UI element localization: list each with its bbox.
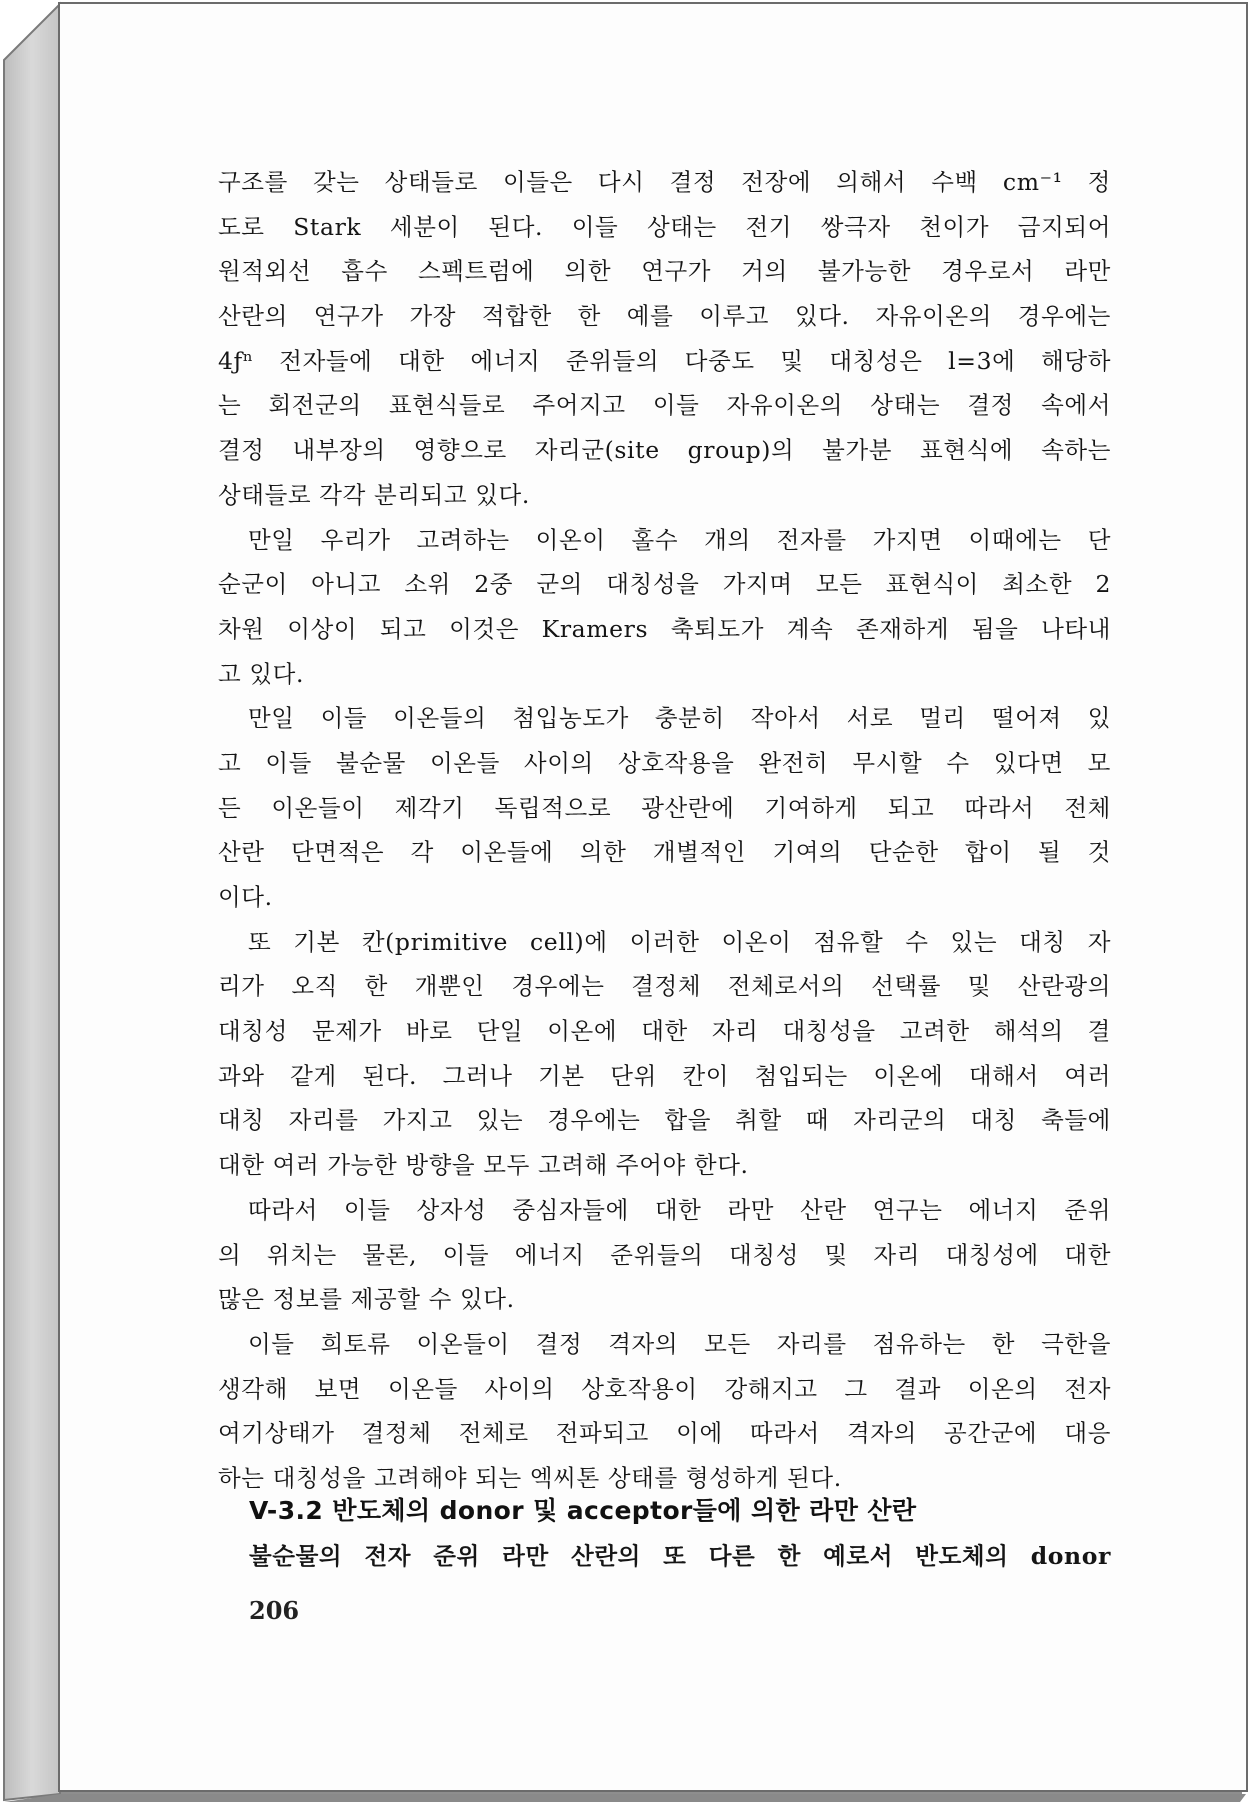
text-line: 또 기본 칸(primitive cell)에 이러한 이온이 점유할 수 있는 대칭 자 [248,927,1112,956]
text-line: 는 회전군의 표현식들로 주어지고 이들 자유이온의 상태는 결정 속에서 [218,391,1111,420]
text-line: 따라서 이들 상자성 중심자들에 대한 라만 산란 연구는 에너지 준위 [248,1195,1111,1224]
paragraph-6 [218,1322,1111,1501]
text-line: 차원 이상이 되고 이것은 Kramers 축퇴도가 계속 존재하게 됨을 나타내 [218,614,1111,643]
text-line: 이다. [218,883,273,911]
text-line: 의 위치는 물론, 이들 에너지 준위들의 대칭성 및 자리 대칭성에 대한 [218,1240,1111,1269]
section-first-line: 불순물의 전자 준위 라만 산란의 또 다른 한 예로서 반도체의 donor [249,1542,1111,1570]
text-line: 대칭성 문제가 바로 단일 이온에 대한 자리 대칭성을 고려한 해석의 결 [218,1017,1111,1046]
text-line: 결정 내부장의 영향으로 자리군(site group)의 불가분 표현식에 속하는 [218,436,1111,465]
text-line: 대한 여러 가능한 방향을 모두 고려해 주어야 한다. [218,1151,749,1180]
text-line: 과와 같게 된다. 그러나 기본 단위 칸이 첨입되는 이온에 대해서 여러 [218,1061,1111,1090]
text-line: 구조를 갖는 상태들로 이들은 다시 결정 전장에 의해서 수백 cm⁻¹ 정 [218,168,1111,196]
text-line: 고 있다. [218,659,305,688]
text-line: 대칭 자리를 가지고 있는 경우에는 합을 취할 때 자리군의 대칭 축들에 [218,1106,1111,1135]
paragraph-1 [218,160,1111,518]
text-line: 이들 희토류 이온들이 결정 격자의 모든 자리를 점유하는 한 극한을 [248,1329,1111,1358]
text-line: 순군이 아니고 소위 2중 군의 대칭성을 가지며 모든 표현식이 최소한 2 [218,570,1111,599]
text-line: 고 이들 불순물 이온들 사이의 상호작용을 완전히 무시할 수 있다면 모 [218,748,1111,777]
text-line: 원적외선 흡수 스펙트럼에 의한 연구가 거의 불가능한 경우로서 라만 [218,257,1111,286]
paragraph-2 [218,518,1111,697]
page-number: 206 [249,1596,300,1625]
text-line: 든 이온들이 제각기 독립적으로 광산란에 기여하게 되고 따라서 전체 [218,793,1111,822]
body-text [218,160,1111,1501]
text-line: 만일 이들 이온들의 첨입농도가 충분히 작아서 서로 멀리 떨어져 있 [248,704,1111,733]
text-line: 만일 우리가 고려하는 이온이 홀수 개의 전자를 가지면 이때에는 단 [248,525,1111,554]
paragraph-3 [218,696,1111,919]
text-line: 리가 오직 한 개뿐인 경우에는 결정체 전체로서의 선택률 및 산란광의 [218,972,1111,1001]
text-line: 많은 정보를 제공할 수 있다. [218,1285,515,1314]
paragraph-5 [218,1188,1111,1322]
section-heading: V-3.2 반도체의 donor 및 acceptor들에 의한 라만 산란 [249,1496,917,1525]
text-line: 도로 Stark 세분이 된다. 이들 상태는 전기 쌍극자 천이가 금지되어 [218,212,1111,241]
text-line: 여기상태가 결정체 전체로 전파되고 이에 따라서 격자의 공간군에 대응 [218,1419,1111,1448]
text-line: 산란의 연구가 가장 적합한 한 예를 이루고 있다. 자유이온의 경우에는 [218,302,1111,331]
text-line: 하는 대칭성을 고려해야 되는 엑씨톤 상태를 형성하게 된다. [218,1463,842,1492]
text-line: 산란 단면적은 각 이온들에 의한 개별적인 기여의 단순한 합이 될 것 [218,838,1111,867]
text-line: 생각해 보면 이온들 사이의 상호작용이 강해지고 그 결과 이온의 전자 [218,1374,1111,1403]
text-line: 4ƒⁿ 전자들에 대한 에너지 준위들의 다중도 및 대칭성은 l=3에 해당하 [218,346,1111,375]
paragraph-4 [218,920,1111,1188]
text-line: 상태들로 각각 분리되고 있다. [218,480,530,509]
